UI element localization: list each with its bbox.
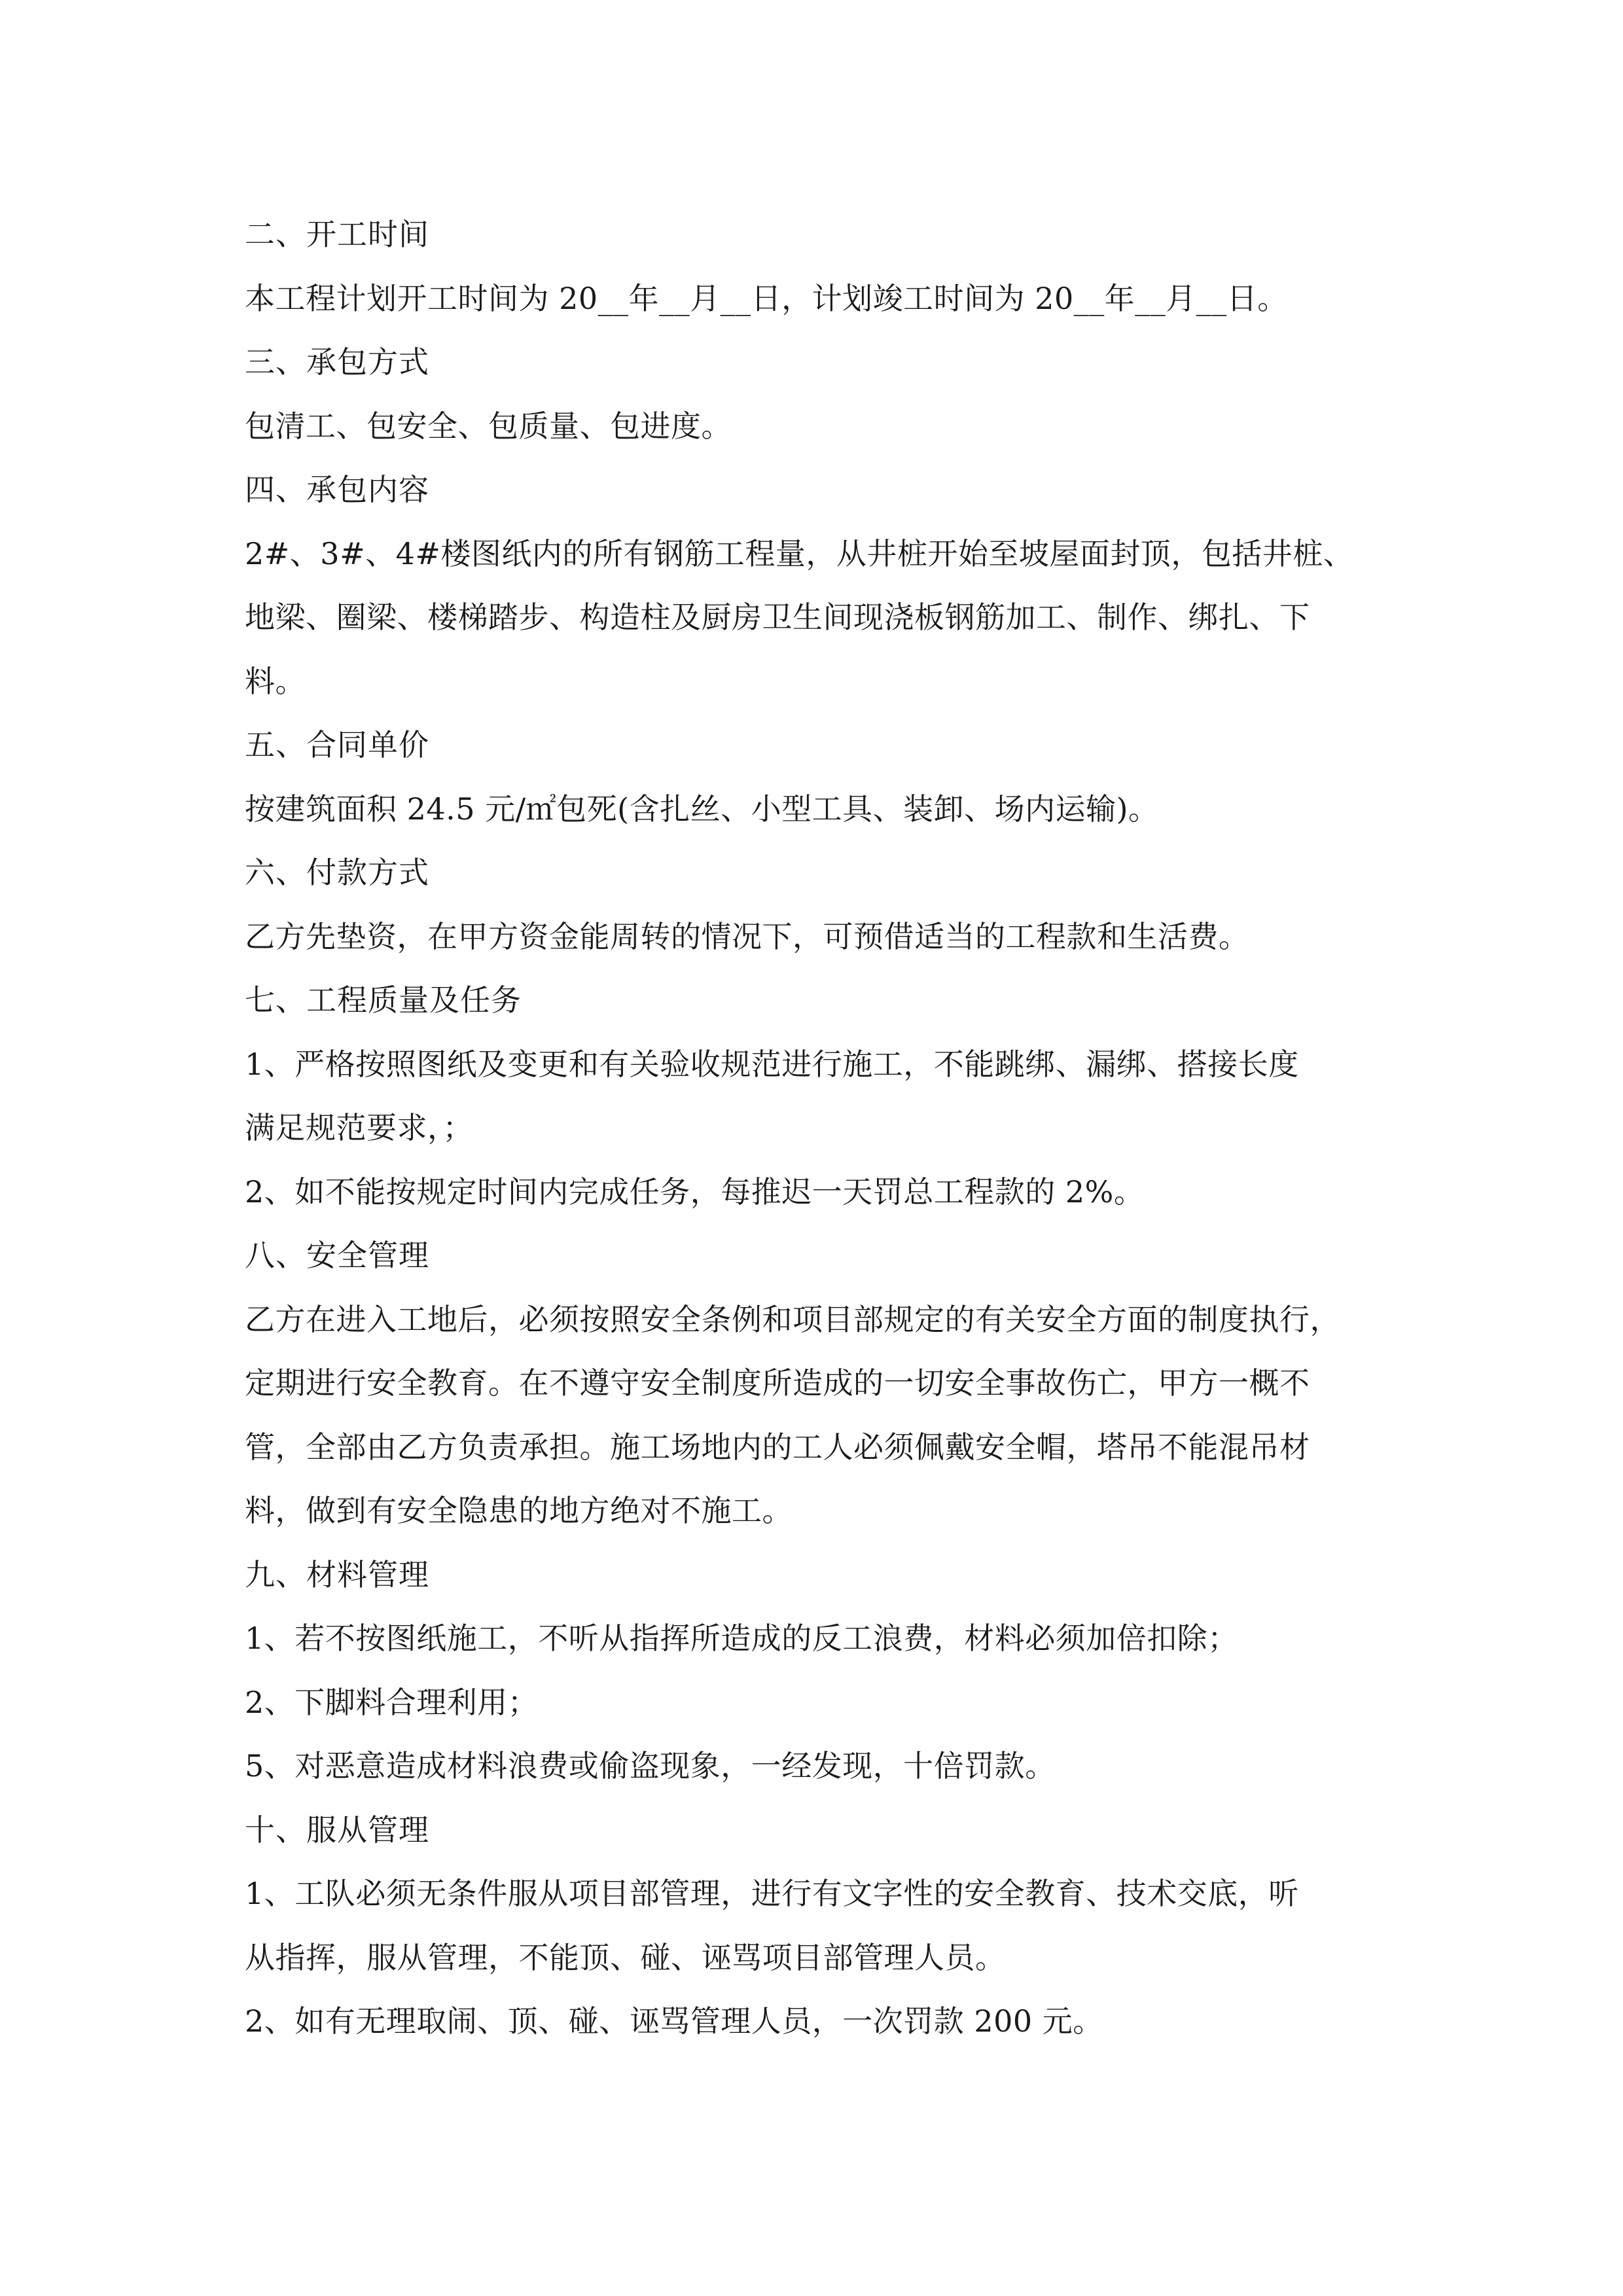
paragraph-line: 定期进行安全教育。在不遵守安全制度所造成的一切安全事故伤亡，甲方一概不 bbox=[245, 1365, 1310, 1401]
paragraph-line: 1、严格按照图纸及变更和有关验收规范进行施工，不能跳绑、漏绑、搭接长度 bbox=[245, 1046, 1299, 1082]
paragraph-line: 按建筑面积 24.5 元/㎡包死(含扎丝、小型工具、装卸、场内运输)。 bbox=[245, 791, 1159, 827]
paragraph-line: 1、若不按图纸施工，不听从指挥所造成的反工浪费，材料必须加倍扣除； bbox=[245, 1621, 1238, 1656]
paragraph-line: 乙方在进入工地后，必须按照安全条例和项目部规定的有关安全方面的制度执行， bbox=[245, 1301, 1340, 1337]
section-heading-contract-content: 四、承包内容 bbox=[245, 472, 429, 507]
paragraph-line: 2、下脚料合理利用； bbox=[245, 1684, 539, 1720]
section-heading-unit-price: 五、合同单价 bbox=[245, 727, 429, 762]
paragraph-line: 地梁、圈梁、楼梯踏步、构造柱及厨房卫生间现浇板钢筋加工、制作、绑扎、下 bbox=[245, 600, 1310, 635]
section-heading-contract-method: 三、承包方式 bbox=[245, 344, 429, 380]
paragraph-line: 乙方先垫资，在甲方资金能周转的情况下，可预借适当的工程款和生活费。 bbox=[245, 918, 1249, 954]
section-heading-compliance-management: 十、服从管理 bbox=[245, 1812, 429, 1848]
paragraph-line: 2#、3#、4#楼图纸内的所有钢筋工程量，从井桩开始至坡屋面封顶，包括井桩、 bbox=[245, 535, 1354, 571]
paragraph-line: 满足规范要求，； bbox=[245, 1110, 473, 1145]
section-heading-material-management: 九、材料管理 bbox=[245, 1556, 429, 1592]
paragraph-line: 管，全部由乙方负责承担。施工场地内的工人必须佩戴安全帽，塔吊不能混吊材 bbox=[245, 1429, 1310, 1465]
paragraph-line: 包清工、包安全、包质量、包进度。 bbox=[245, 408, 732, 444]
section-heading-quality-and-tasks: 七、工程质量及任务 bbox=[245, 982, 522, 1018]
paragraph-line: 5、对恶意造成材料浪费或偷盗现象，一经发现，十倍罚款。 bbox=[245, 1748, 1056, 1784]
paragraph-line: 2、如有无理取闹、顶、碰、诬骂管理人员，一次罚款 200 元。 bbox=[245, 2003, 1103, 2039]
section-heading-payment-method: 六、付款方式 bbox=[245, 855, 429, 890]
paragraph-line: 料，做到有安全隐患的地方绝对不施工。 bbox=[245, 1493, 793, 1528]
paragraph-line: 2、如不能按规定时间内完成任务，每推迟一天罚总工程款的 2%。 bbox=[245, 1174, 1145, 1210]
paragraph-line: 从指挥，服从管理，不能顶、碰、诬骂项目部管理人员。 bbox=[245, 1939, 1006, 1975]
paragraph-line: 1、工队必须无条件服从项目部管理，进行有文字性的安全教育、技术交底，听 bbox=[245, 1876, 1299, 1911]
document-body bbox=[245, 203, 1383, 2054]
section-heading-safety-management: 八、安全管理 bbox=[245, 1238, 429, 1273]
paragraph-line: 料。 bbox=[245, 663, 306, 699]
section-heading-start-time: 二、开工时间 bbox=[245, 217, 429, 252]
paragraph-line: 本工程计划开工时间为 20__年__月__日，计划竣工时间为 20__年__月__日。 bbox=[245, 280, 1288, 316]
